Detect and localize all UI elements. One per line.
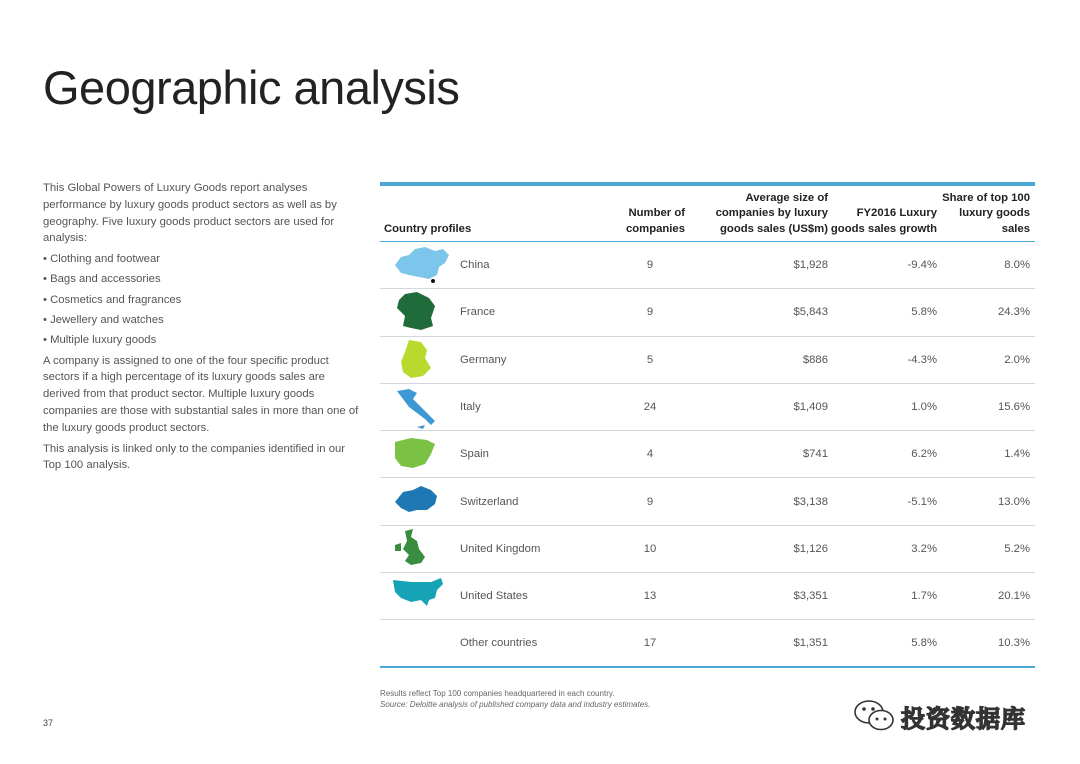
- country-map-cell: [380, 289, 460, 336]
- wechat-logo-icon: [853, 698, 897, 734]
- switzerland-map-icon: [391, 480, 449, 524]
- china-map-icon: [391, 243, 449, 287]
- country-map-cell: [380, 478, 460, 525]
- country-name: United States: [460, 590, 528, 603]
- number-of-companies: 9: [646, 306, 654, 319]
- average-size: $5,843: [793, 306, 828, 319]
- country-map-cell: [380, 384, 460, 431]
- intro-paragraph-1: This Global Powers of Luxury Goods report analyses performance by luxury goods product sectors as well as by geography. Five luxury goods product sectors are used for analysis:: [43, 182, 337, 245]
- table-row: [380, 526, 1035, 573]
- country-map-cell: [380, 573, 460, 620]
- country-name: Spain: [460, 448, 489, 461]
- sales-growth: 6.2%: [911, 448, 937, 461]
- footnote: [380, 688, 650, 710]
- country-map-cell: [380, 525, 460, 572]
- country-name: France: [460, 306, 496, 319]
- header-number-of-companies: Number of companies: [625, 207, 685, 235]
- country-name: China: [460, 259, 490, 272]
- table-header: [380, 186, 1035, 242]
- average-size: $3,138: [793, 495, 828, 508]
- sector-item: • Multiple luxury goods: [43, 332, 361, 349]
- country-profiles-table: [380, 182, 1035, 668]
- sector-list: [43, 251, 361, 349]
- sales-growth: 5.8%: [911, 306, 937, 319]
- country-map-cell: [380, 620, 460, 667]
- number-of-companies: 17: [643, 637, 657, 650]
- share-of-sales: 8.0%: [1004, 259, 1030, 272]
- country-name: United Kingdom: [460, 542, 541, 555]
- average-size: $1,126: [793, 542, 828, 555]
- share-of-sales: 1.4%: [1004, 448, 1030, 461]
- number-of-companies: 4: [646, 448, 654, 461]
- average-size: $886: [802, 353, 828, 366]
- sector-item: • Clothing and footwear: [43, 251, 361, 268]
- germany-map-icon: [391, 338, 449, 382]
- sales-growth: -9.4%: [907, 259, 937, 272]
- average-size: $3,351: [793, 590, 828, 603]
- average-size: $1,928: [793, 259, 828, 272]
- table-row: [380, 478, 1035, 525]
- spain-map-icon: [391, 432, 449, 476]
- country-name: Switzerland: [460, 495, 519, 508]
- average-size: $741: [802, 448, 828, 461]
- share-of-sales: 2.0%: [1004, 353, 1030, 366]
- country-name: Germany: [460, 353, 507, 366]
- sales-growth: -5.1%: [907, 495, 937, 508]
- share-of-sales: 15.6%: [997, 401, 1030, 414]
- header-sales-growth: FY2016 Luxury goods sales growth: [830, 207, 937, 235]
- page-title: Geographic analysis: [43, 61, 460, 114]
- sales-growth: 1.0%: [911, 401, 937, 414]
- intro-paragraph-2: A company is assigned to one of the four specific product sectors if a high percentage of its luxury goods sales are derived from that product sector. Multiple luxury goods companies are those with substantial sales in more than one of the luxury goods product sectors.: [43, 354, 359, 434]
- table-row: [380, 620, 1035, 667]
- table-body: [380, 242, 1035, 668]
- table-row: [380, 431, 1035, 478]
- country-map-cell: [380, 242, 460, 289]
- share-of-sales: 24.3%: [997, 306, 1030, 319]
- country-name: Italy: [460, 401, 481, 414]
- sector-item: • Bags and accessories: [43, 271, 361, 288]
- table-row: [380, 337, 1035, 384]
- table-row: [380, 289, 1035, 336]
- sector-item: • Cosmetics and fragrances: [43, 292, 361, 309]
- share-of-sales: 5.2%: [1004, 542, 1030, 555]
- header-share: Share of top 100 luxury goods sales: [942, 191, 1030, 235]
- footnote-source: Source: Deloitte analysis of published company data and industry estimates.: [380, 700, 651, 709]
- uk-map-icon: [391, 527, 449, 571]
- number-of-companies: 13: [643, 590, 657, 603]
- country-name: Other countries: [460, 637, 538, 650]
- sales-growth: 3.2%: [911, 542, 937, 555]
- intro-text: [43, 180, 361, 478]
- watermark: [853, 698, 1026, 734]
- header-country: Country profiles: [384, 222, 472, 235]
- france-map-icon: [391, 290, 449, 334]
- sales-growth: -4.3%: [907, 353, 937, 366]
- number-of-companies: 9: [646, 259, 654, 272]
- country-map-cell: [380, 431, 460, 478]
- share-of-sales: 10.3%: [997, 637, 1030, 650]
- table-row: [380, 384, 1035, 431]
- number-of-companies: 10: [643, 542, 657, 555]
- share-of-sales: 13.0%: [997, 495, 1030, 508]
- watermark-text: 投资数据库: [901, 705, 1026, 733]
- number-of-companies: 5: [646, 353, 654, 366]
- share-of-sales: 20.1%: [997, 590, 1030, 603]
- table-row: [380, 242, 1035, 289]
- intro-paragraph-3: This analysis is linked only to the companies identified in our Top 100 analysis.: [43, 442, 346, 472]
- average-size: $1,351: [793, 637, 828, 650]
- usa-map-icon: [391, 574, 449, 618]
- italy-map-icon: [391, 385, 449, 429]
- page-number: 37: [43, 718, 54, 728]
- country-map-cell: [380, 336, 460, 383]
- sales-growth: 1.7%: [911, 590, 937, 603]
- header-average-size: Average size of companies by luxury goods sales (US$m): [715, 191, 828, 235]
- sales-growth: 5.8%: [911, 637, 937, 650]
- number-of-companies: 24: [643, 401, 657, 414]
- sector-item: • Jewellery and watches: [43, 312, 361, 329]
- table-row: [380, 573, 1035, 620]
- average-size: $1,409: [793, 401, 828, 414]
- footnote-results: Results reflect Top 100 companies headquartered in each country.: [380, 689, 615, 698]
- number-of-companies: 9: [646, 495, 654, 508]
